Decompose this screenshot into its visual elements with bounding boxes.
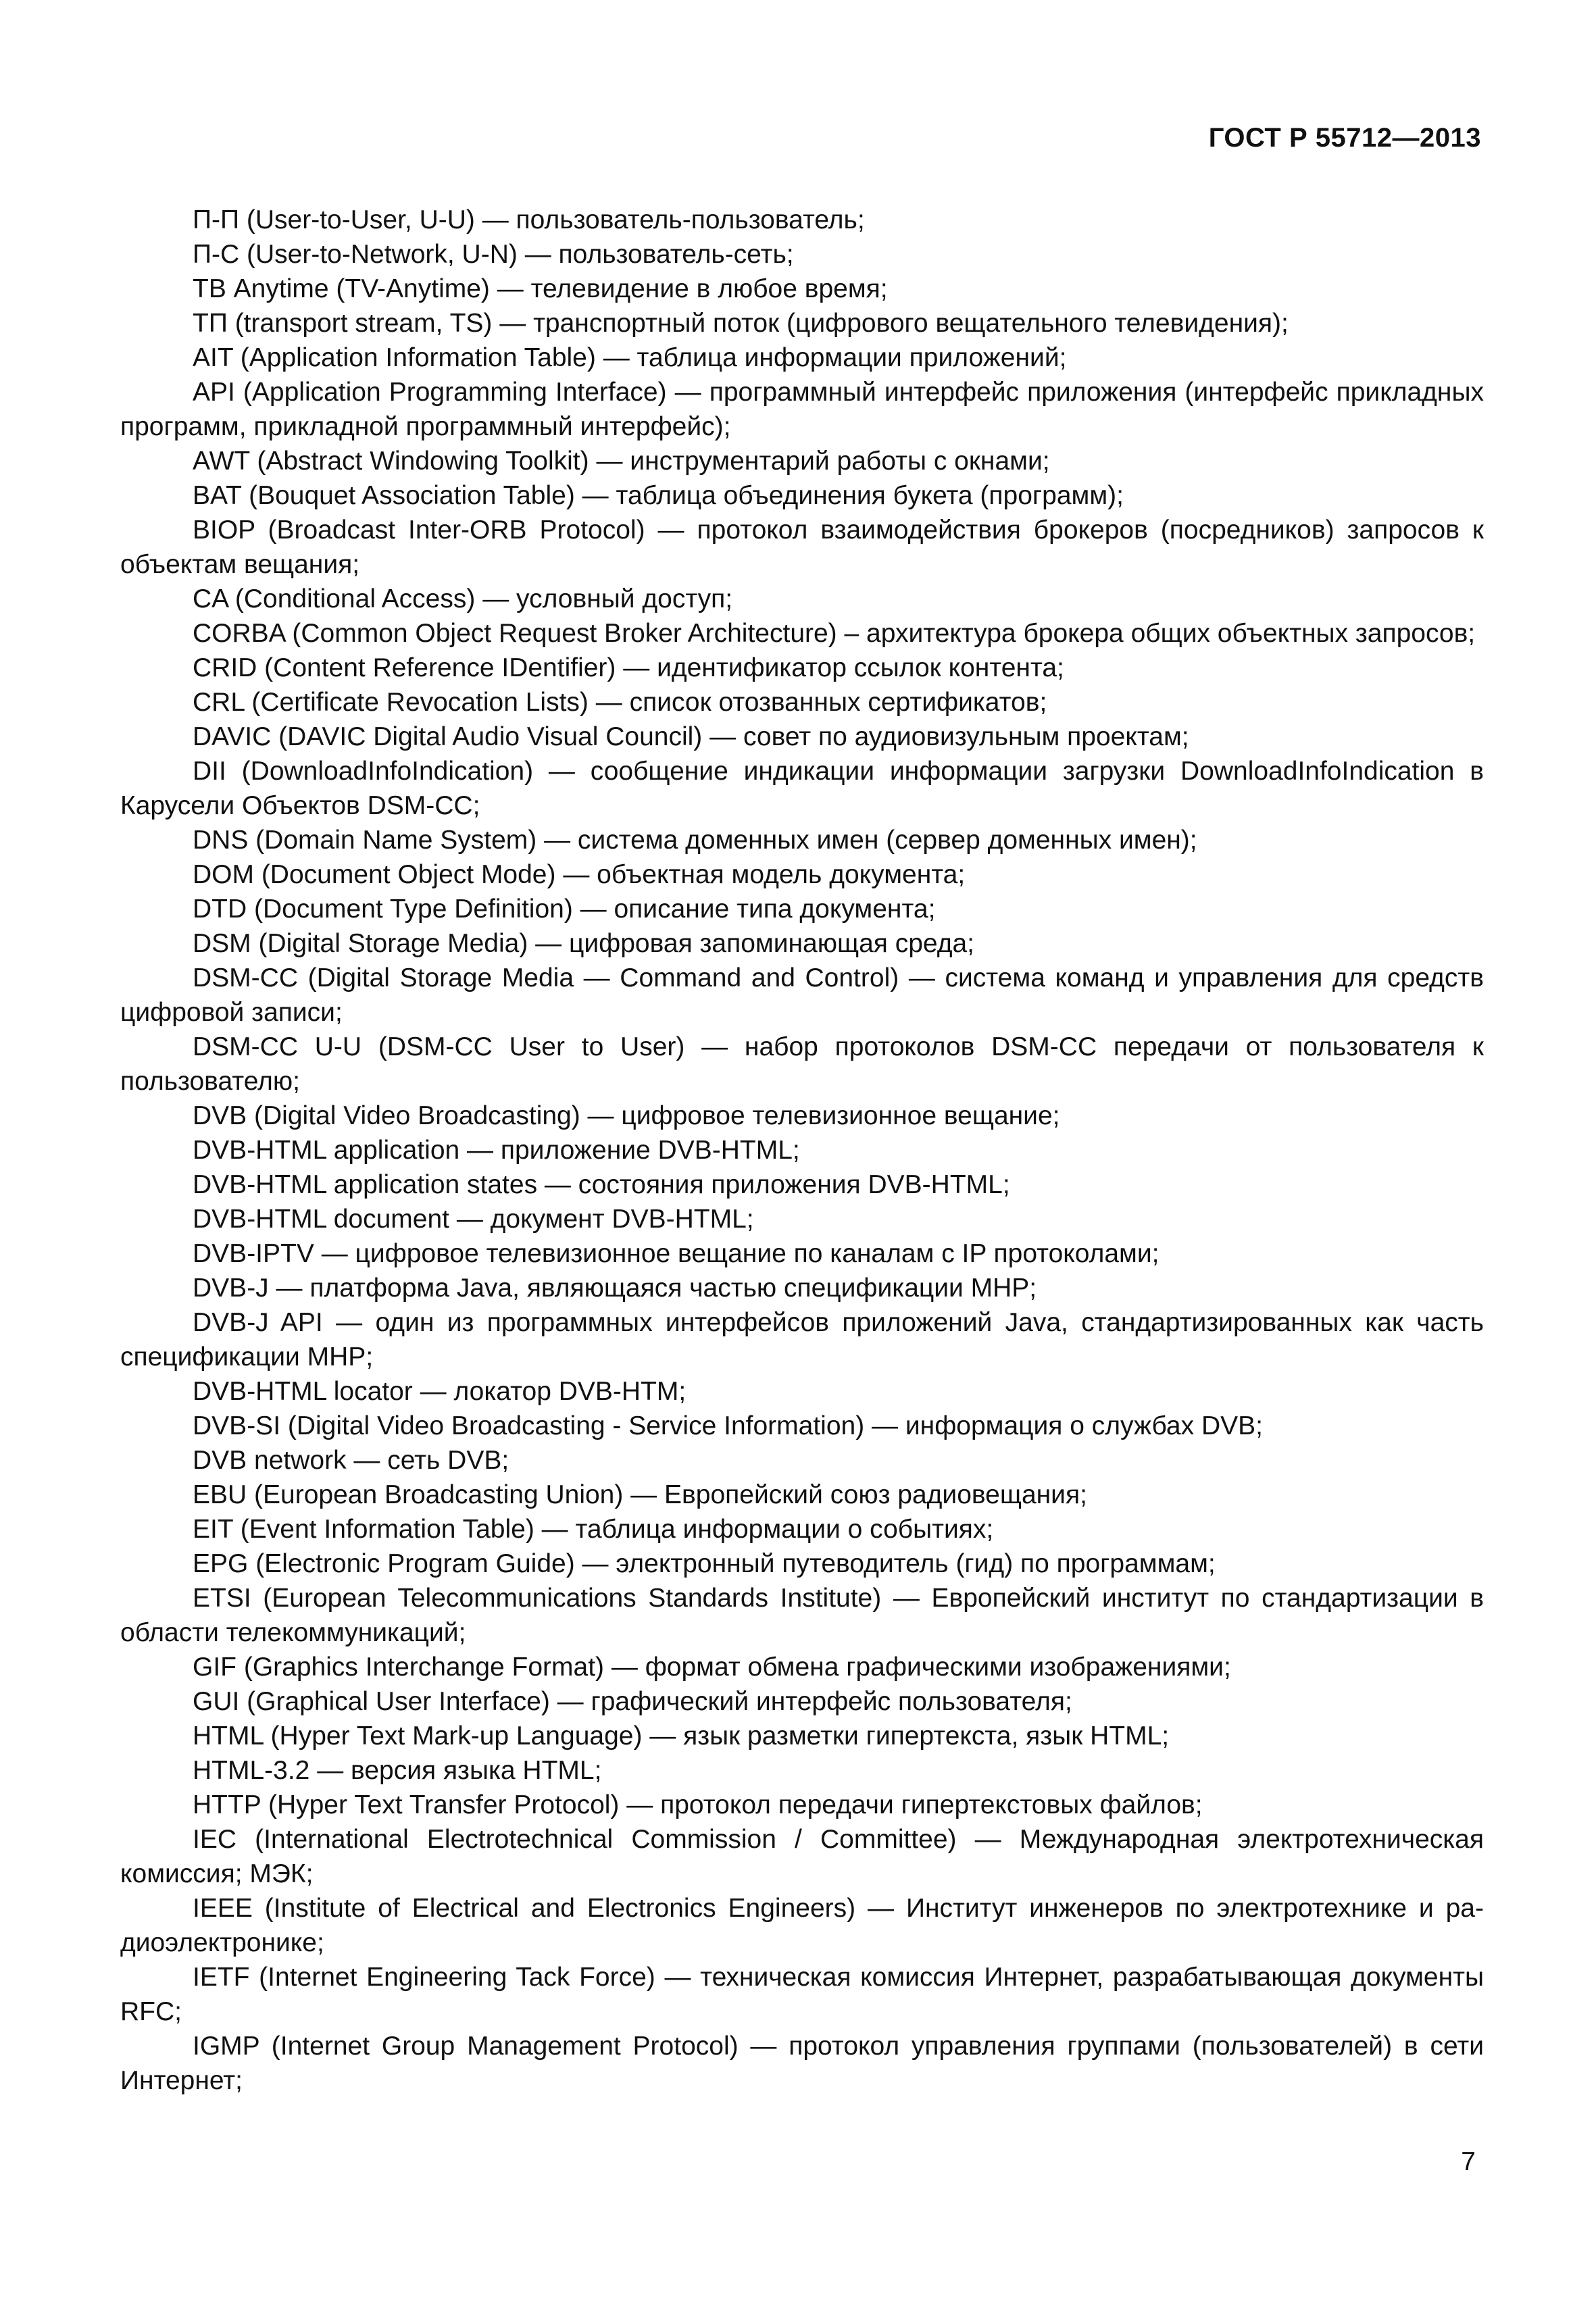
abbreviation-entry: ТП (transport stream, TS) — транспортный поток (цифрового вещательного телевидения); [193, 309, 1289, 338]
abbreviation-entry: API (Application Programming Interface) — программный интерфейс приложения (интерфейс прикладных программ, прикладной программный интерфейс); [120, 378, 1484, 441]
abbreviation-entry: DVB-SI (Digital Video Broadcasting - Service Information) — информация о службах DVB; [193, 1411, 1263, 1440]
abbreviation-entry: DVB-HTML document — документ DVB-HTML; [193, 1205, 754, 1234]
abbreviation-entry: CRID (Content Reference IDentifier) — идентификатор ссылок контента; [193, 653, 1064, 682]
abbreviation-entry: DNS (Domain Name System) — система доменных имен (сервер доменных имен); [193, 826, 1197, 855]
abbreviation-entry: IEEE (Institute of Electrical and Electronics Engineers) — Институт инженеров по электротехнике и радиоэлектронике; [120, 1894, 1484, 1957]
abbreviation-entry: CA (Conditional Access) — условный доступ; [193, 584, 733, 613]
abbreviation-entry: DOM (Document Object Mode) — объектная модель документа; [193, 860, 966, 889]
abbreviation-entry: DSM-CC U-U (DSM-CC User to User) — набор протоколов DSM-CC передачи от пользователя к пользователю; [120, 1032, 1484, 1096]
abbreviation-entry: HTML (Hyper Text Mark-up Language) — язык разметки гипертекста, язык HTML; [193, 1721, 1170, 1751]
abbreviation-entry: DSM (Digital Storage Media) — цифровая запоминающая среда; [193, 929, 975, 958]
abbreviation-entry: GIF (Graphics Interchange Format) — формат обмена графическими изображениями; [193, 1653, 1231, 1682]
abbreviation-entry: CORBA (Common Object Request Broker Architecture) – архитектура брокера общих объектных запросов; [193, 619, 1476, 648]
page-number: 7 [1461, 2147, 1476, 2176]
abbreviations-list [120, 203, 1484, 2098]
abbreviation-entry: BIOP (Broadcast Inter-ORB Protocol) — протокол взаимодействия брокеров (посредников) запросов к объектам вещания; [120, 515, 1484, 579]
abbreviation-entry: IETF (Internet Engineering Tack Force) — техническая комиссия Интернет, разрабатывающая документы RFC; [120, 1963, 1484, 2026]
standard-designation: ГОСТ Р 55712—2013 [1208, 123, 1481, 153]
abbreviation-entry: AWT (Abstract Windowing Toolkit) — инструментарий работы с окнами; [193, 447, 1050, 476]
abbreviation-entry: ETSI (European Telecommunications Standards Institute) — Европейский институт по стандартизации в области телекоммуникаций; [120, 1584, 1484, 1647]
abbreviation-entry: EIT (Event Information Table) — таблица информации о событиях; [193, 1515, 994, 1544]
abbreviation-entry: HTTP (Hyper Text Transfer Protocol) — протокол передачи гипертекстовых файлов; [193, 1790, 1203, 1819]
abbreviation-entry: CRL (Certificate Revocation Lists) — список отозванных сертификатов; [193, 688, 1047, 717]
abbreviation-entry: IGMP (Internet Group Management Protocol) — протокол управления группами (пользователей) в сети Интернет; [120, 2032, 1484, 2095]
abbreviation-entry: DVB (Digital Video Broadcasting) — цифровое телевизионное вещание; [193, 1101, 1060, 1130]
abbreviation-entry: DVB-HTML locator — локатор DVB-HTM; [193, 1377, 687, 1406]
abbreviation-entry: П-П (User-to-User, U-U) — пользователь-пользователь; [193, 205, 865, 234]
abbreviation-entry: EBU (European Broadcasting Union) — Европейский союз радиовещания; [193, 1480, 1087, 1509]
abbreviation-entry: DVB network — сеть DVB; [193, 1446, 509, 1475]
abbreviation-entry: DVB-J API — один из программных интерфейсов приложений Java, стандартизированных как часть спецификации MHP; [120, 1308, 1484, 1372]
abbreviation-entry: DSM-CC (Digital Storage Media — Command and Control) — система команд и управления для средств цифровой записи; [120, 963, 1484, 1027]
abbreviation-entry: П-С (User-to-Network, U-N) — пользователь-сеть; [193, 240, 794, 269]
abbreviation-entry: DTD (Document Type Definition) — описание типа документа; [193, 895, 936, 924]
abbreviation-entry: DVB-HTML application — приложение DVB-HTML; [193, 1136, 800, 1165]
abbreviation-entry: HTML-3.2 — версия языка HTML; [193, 1756, 602, 1785]
abbreviation-entry: DII (DownloadInfoIndication) — сообщение индикации информации загрузки DownloadInfoIndication в Карусели Объектов DSM-CC; [120, 757, 1484, 820]
abbreviation-entry: ТВ Anytime (TV-Anytime) — телевидение в любое время; [193, 274, 888, 303]
abbreviation-entry: DVB-J — платформа Java, являющаяся частью спецификации MHP; [193, 1274, 1037, 1303]
abbreviation-entry: GUI (Graphical User Interface) — графический интерфейс пользователя; [193, 1687, 1072, 1716]
abbreviation-entry: DVB-IPTV — цифровое телевизионное вещание по каналам с IP протоколами; [193, 1239, 1159, 1268]
abbreviation-entry: AIT (Application Information Table) — таблица информации приложений; [193, 343, 1067, 372]
abbreviation-entry: IEC (International Electrotechnical Commission / Committee) — Международная электротехническая комиссия; МЭК; [120, 1825, 1484, 1888]
abbreviation-entry: DAVIC (DAVIC Digital Audio Visual Council) — совет по аудиовизульным проектам; [193, 722, 1189, 751]
abbreviation-entry: DVB-HTML application states — состояния приложения DVB-HTML; [193, 1170, 1010, 1199]
abbreviation-entry: EPG (Electronic Program Guide) — электронный путеводитель (гид) по программам; [193, 1549, 1216, 1578]
abbreviation-entry: BAT (Bouquet Association Table) — таблица объединения букета (программ); [193, 481, 1124, 510]
